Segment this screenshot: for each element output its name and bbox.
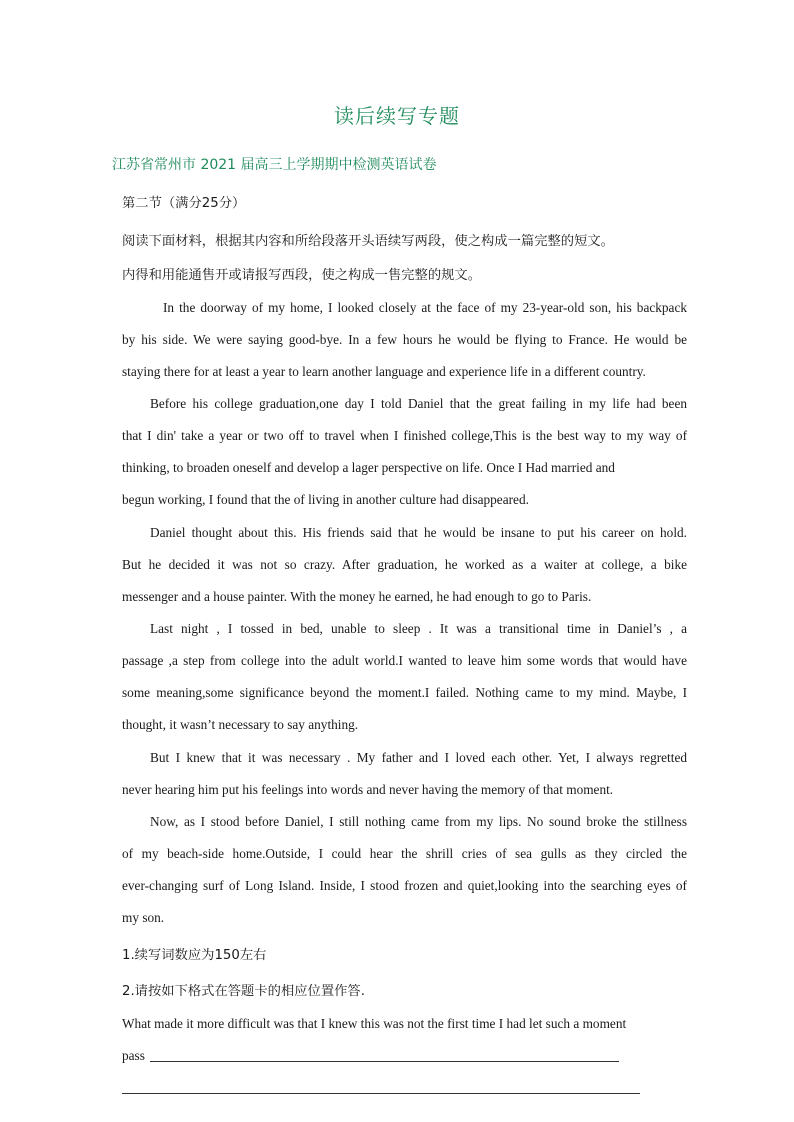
passage-line: ever-changing surf of Long Island. Inside, I stood frozen and quiet,looking into the searching eyes of bbox=[122, 878, 687, 893]
instruction: 阅读下面材料，根据其内容和所给段落开头语续写两段，使之构成一篇完整的短文。 bbox=[122, 234, 614, 249]
passage-line: In the doorway of my home, I looked closely at the face of my 23-year-old son, his backpack bbox=[163, 300, 687, 315]
passage-line: that I din' take a year or two off to travel when I finished college,This is the best way to my way of bbox=[122, 428, 687, 443]
section-heading: 第二节（满分25分） bbox=[122, 196, 246, 211]
requirement-word-count: 1.续写词数应为150左右 bbox=[122, 948, 267, 963]
requirement-format: 2.请按如下格式在答题卡的相应位置作答. bbox=[122, 984, 365, 999]
passage-line: some meaning,some significance beyond the moment.I failed. Nothing came to my mind. Maybe, I bbox=[122, 685, 687, 700]
passage-line: messenger and a house painter. With the money he earned, he had enough to go to Paris. bbox=[122, 589, 592, 604]
passage-line: But he decided it was not so crazy. After graduation, he worked as a waiter at college, a bike bbox=[122, 557, 687, 572]
passage-line: Daniel thought about this. His friends said that he would be insane to put his career on hold. bbox=[150, 525, 687, 540]
instruction-duplicate: 内得和用能通售开或请报写西段，使之构成一售完整的规文。 bbox=[122, 268, 482, 283]
passage-line: begun working, I found that the of living in another culture had disappeared. bbox=[122, 492, 529, 507]
passage-line: by his side. We were saying good-bye. In a few hours he would be flying to France. He would be bbox=[122, 332, 687, 347]
passage-line: thinking, to broaden oneself and develop a lager perspective on life. Once I Had married and bbox=[122, 460, 615, 475]
exam-source: 江苏省常州市 2021 届高三上学期期中检测英语试卷 bbox=[112, 157, 437, 173]
answer-blank-line[interactable] bbox=[122, 1093, 640, 1094]
passage-line: Last night , I tossed in bed, unable to sleep . It was a transitional time in Daniel’s , a bbox=[150, 621, 687, 636]
continuation-prompt: What made it more difficult was that I knew this was not the first time I had let such a moment bbox=[122, 1016, 627, 1031]
passage-line: staying there for at least a year to learn another language and experience life in a different country. bbox=[122, 364, 646, 379]
passage-line: of my beach-side home.Outside, I could hear the shrill cries of sea gulls as they circled the bbox=[122, 846, 687, 861]
passage-line: Before his college graduation,one day I told Daniel that the great failing in my life had been bbox=[150, 396, 687, 411]
continuation-prompt-end: pass bbox=[122, 1048, 145, 1063]
passage-line: never hearing him put his feelings into words and never having the memory of that moment. bbox=[122, 782, 614, 797]
passage-line: my son. bbox=[122, 910, 165, 925]
passage-line: passage ,a step from college into the adult world.I wanted to leave him some words that would have bbox=[122, 653, 687, 668]
passage-line: Now, as I stood before Daniel, I still nothing came from my lips. No sound broke the stillness bbox=[150, 814, 687, 829]
passage-line: thought, it wasn’t necessary to say anything. bbox=[122, 717, 359, 732]
passage-line: But I knew that it was necessary . My father and I loved each other. Yet, I always regretted bbox=[150, 750, 687, 765]
page-title: 读后续写专题 bbox=[334, 104, 460, 128]
answer-blank-line[interactable] bbox=[150, 1061, 619, 1062]
